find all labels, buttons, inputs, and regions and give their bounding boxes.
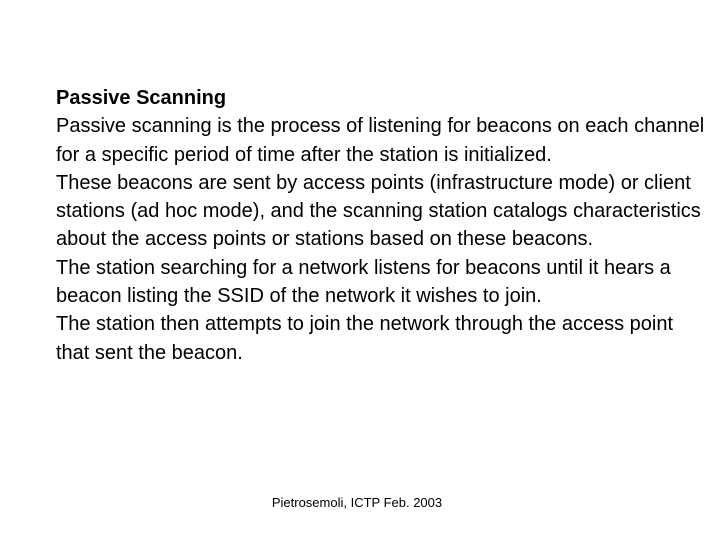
slide-footer: Pietrosemoli, ICTP Feb. 2003 — [271, 495, 443, 510]
paragraph-passive-scanning-definition: Passive scanning is the process of listening for beacons on each channel for a specific period of time after the station is initialized. — [56, 115, 705, 166]
paragraph-join-attempt: The station then attempts to join the network through the access point that sent the beacon. — [56, 313, 674, 364]
paragraph-network-search: The station searching for a network listens for beacons until it hears a beacon listing the SSID of the network it wishes to join. — [56, 256, 671, 308]
paragraph-beacon-sources: These beacons are sent by access points (infrastructure mode) or client stations (ad hoc mode), and the scanning station catalogs characteristics about the access points or stations based on these beacons. — [56, 171, 701, 251]
slide-title: Passive Scanning — [56, 87, 227, 109]
slide-body — [56, 84, 706, 367]
